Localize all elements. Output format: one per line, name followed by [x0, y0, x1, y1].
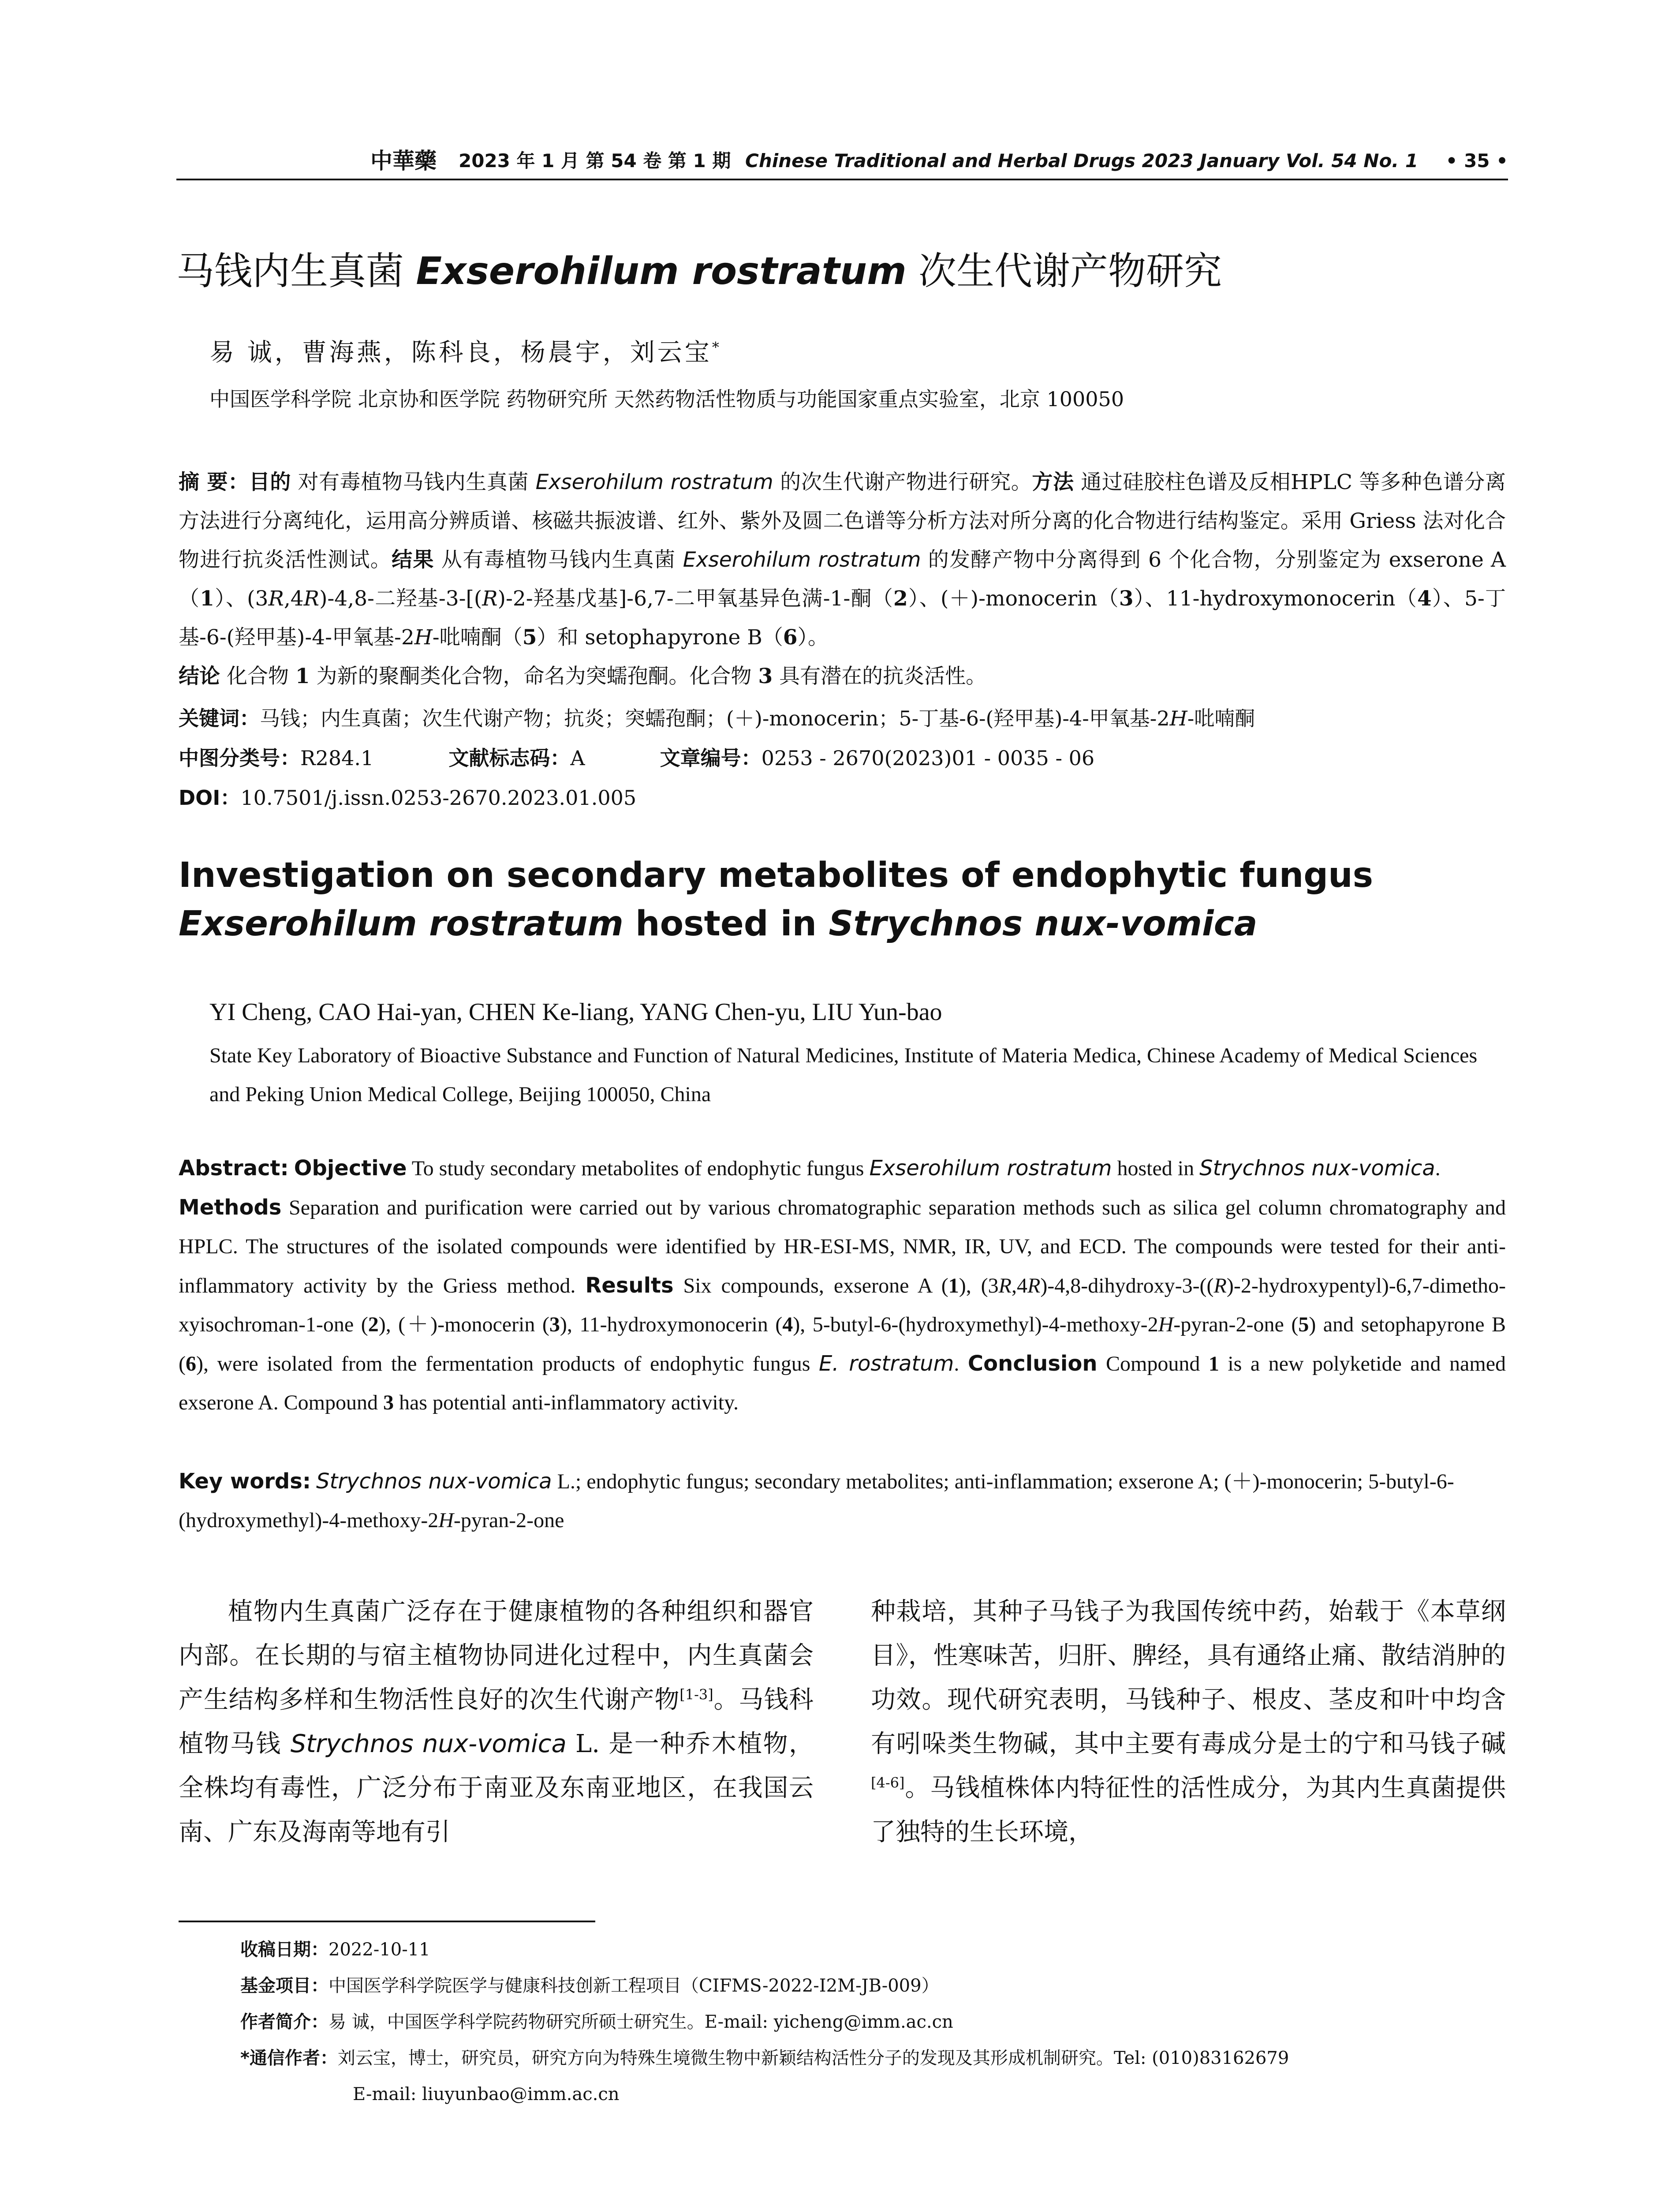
body-text: L. 是一种乔木植物，全株均有毒性，广泛分布于南亚及东南亚地区，在我国云南、广东及海南等地有引	[179, 1730, 814, 1846]
compound-number: 2	[893, 587, 908, 611]
objective-label: 目的	[249, 470, 291, 494]
footnote-label: *通信作者：	[240, 2048, 338, 2068]
abstract-text: 具有潜在的抗炎活性。	[773, 664, 987, 688]
en-authors: YI Cheng, CAO Hai-yan, CHEN Ke-liang, YANG Chen-yu, LIU Yun-bao	[209, 998, 942, 1026]
keywords-label: 关键词：	[179, 706, 260, 730]
abstract-text: 的发酵产物中分离得到 6 个化合物，分别鉴定为 exserone A（	[179, 548, 1506, 611]
en-affiliation: State Key Laboratory of Bioactive Substance and Function of Natural Medicines, Institute of Materia Medica, Chinese Academy of Medical Sciences and Peking Union Medical College, Beijing 100050, China	[209, 1044, 1478, 1106]
body-text: 。马钱植株体内特征性的活性成分，为其内生真菌提供了独特的生长环境，	[871, 1774, 1506, 1846]
compound-number: 6	[783, 625, 798, 650]
compound-number: 3	[758, 664, 773, 688]
abstract-text: ）。	[797, 625, 829, 650]
footnote-value: 刘云宝，博士，研究员，研究方向为特殊生境微生物中新颖结构活性分子的发现及其形成机制研究。Tel: (010)83162679	[337, 2048, 1289, 2068]
compound-number: 5	[522, 625, 537, 650]
compound-number: 3	[1119, 587, 1134, 611]
abstract-text: ,4	[284, 587, 304, 611]
abstract-text: )-2-羟基戊基]-6,7-二甲氧基异色满-1-酮（	[497, 587, 894, 611]
footnote-rule	[179, 1921, 595, 1922]
abstract-text: 的次生代谢产物进行研究。	[773, 470, 1032, 494]
cn-title-text: 次生代谢产物研究	[906, 249, 1222, 293]
host-name: Strychnos nux-vomica	[316, 1469, 552, 1494]
cn-abstract	[179, 463, 1506, 696]
en-title-text: hosted in	[623, 904, 829, 944]
objective-label: Objective	[294, 1156, 407, 1181]
abstract-text: )-4,8-dihydroxy-3-((	[1040, 1274, 1214, 1297]
stereo-label: H	[1169, 706, 1187, 730]
compound-number: 1	[295, 664, 310, 688]
stereo-label: R	[482, 587, 498, 611]
abstract-text: To study secondary metabolites of endophytic fungus	[407, 1157, 870, 1180]
body-text: 。马钱科植物马钱	[179, 1686, 814, 1758]
abstract-text: 对有毒植物马钱内生真菌	[291, 470, 536, 494]
compound-number: 2	[368, 1313, 379, 1336]
abstract-text: ), 11-hydroxymonocerin (	[560, 1313, 783, 1336]
page-number: • 35 •	[1445, 150, 1508, 172]
en-title-host: Strychnos nux-vomica	[829, 904, 1258, 944]
keywords-label: Key words:	[179, 1469, 311, 1494]
cn-title-text: 马钱内生真菌	[176, 249, 416, 293]
body-text: 植物内生真菌广泛存在于健康植物的各种组织和器官内部。在长期的与宿主植物协同进化过程中，内生真菌会产生结构多样和生物活性良好的次生代谢产物	[179, 1597, 814, 1714]
compound-number: 4	[782, 1313, 793, 1336]
abstract-text: ）和 setophapyrone B（	[537, 625, 783, 650]
abstract-text: ), (3	[959, 1274, 999, 1297]
abstract-label: Abstract:	[179, 1156, 289, 1181]
stereo-label: H	[438, 1509, 454, 1532]
host-name: Strychnos nux-vomica	[290, 1730, 567, 1758]
article-no-label: 文章编号：	[660, 746, 762, 770]
corresponding-email[interactable]: E-mail: liuyunbao@imm.ac.cn	[353, 2084, 620, 2104]
keywords-text: L.; endophytic fungus; secondary metabolites; anti-inflammation; exserone A; (＋)-monocerin; 5-butyl-6-(hydroxymethyl)-4-methoxy-2	[179, 1470, 1454, 1532]
species-name: E. rostratum	[818, 1351, 954, 1376]
corresponding-mark: *	[712, 339, 722, 356]
doccode-label: 文献标志码：	[448, 746, 571, 770]
footnotes	[240, 1932, 1506, 2112]
running-head	[176, 141, 1508, 181]
cn-title	[176, 245, 1508, 298]
en-title-species: Exserohilum rostratum	[179, 904, 623, 944]
footnote-label: 基金项目：	[240, 1976, 329, 1996]
abstract-text: ）、(3	[214, 587, 269, 611]
compound-number: 6	[185, 1352, 196, 1375]
cn-author-list: 易 诚，曹海燕，陈科良，杨晨宇，刘云宝	[209, 338, 712, 367]
abstract-text: ）、5-丁基-6-(羟甲基)-4-甲氧基-2	[179, 587, 1506, 650]
abstract-text: .	[1435, 1157, 1441, 1180]
article-no-value: 0253 - 2670(2023)01 - 0035 - 06	[761, 746, 1095, 770]
stereo-label: H	[1158, 1313, 1174, 1336]
abstract-text: .	[954, 1352, 959, 1375]
journal-name-en: Chinese Traditional and Herbal Drugs 2023 January Vol. 54 No. 1	[745, 150, 1419, 172]
cn-title-species: Exserohilum rostratum	[416, 249, 907, 293]
abstract-text: is a new polyketide and named exserone A. Compound	[179, 1352, 1506, 1414]
compound-number: 1	[948, 1274, 959, 1297]
abstract-text: 为新的聚酮类化合物，命名为突蠕孢酮。化合物	[310, 664, 758, 688]
cn-authors	[209, 335, 722, 370]
abstract-text: Separation and purification were carried out by various chromatographic separation methods such as silica gel column chromatography and HPLC. The structures of the isolated compounds were identified by HR-ESI-MS, NMR, IR, UV, and ECD. The compounds were tested for their anti-inflammatory activity by the Griess method.	[179, 1196, 1506, 1297]
compound-number: 5	[1298, 1313, 1309, 1336]
header-rule	[176, 179, 1508, 180]
compound-number: 3	[549, 1313, 560, 1336]
abstract-text: hosted in	[1112, 1157, 1200, 1180]
keywords-text: -吡喃酮	[1187, 706, 1255, 730]
abstract-label: 摘 要：	[179, 470, 249, 494]
received-date	[240, 1932, 1506, 1968]
class-label: 中图分类号：	[179, 746, 300, 770]
abstract-text: )-4,8-二羟基-3-[(	[319, 587, 482, 611]
footnote-value: 中国医学科学院医学与健康科技创新工程项目（CIFMS-2022-I2M-JB-009）	[329, 1976, 939, 1996]
keywords-text: -pyran-2-one	[453, 1509, 564, 1532]
abstract-text: ) and setophapyrone B (	[179, 1313, 1506, 1375]
abstract-text: 通过硅胶柱色谱及反相HPLC 等多种色谱分离方法进行分离纯化，运用高分辨质谱、核磁共振波谱、红外、紫外及圆二色谱等分析方法对所分离的化合物进行结构鉴定。采用 Griess 法对化合物进行抗炎活性测试。	[179, 470, 1506, 572]
methods-label: Methods	[179, 1195, 282, 1220]
abstract-text: ）、(＋)-monocerin（	[907, 587, 1119, 611]
body-text: 种栽培，其种子马钱子为我国传统中药，始载于《本草纲目》，性寒味苦，归肝、脾经，具有通络止痛、散结消肿的功效。现代研究表明，马钱种子、根皮、茎皮和叶中均含有吲哚类生物碱，其中主要有毒成分是士的宁和马钱子碱	[871, 1597, 1506, 1758]
abstract-text: 从有毒植物马钱内生真菌	[434, 548, 683, 572]
doi-label: DOI：	[179, 786, 241, 810]
cn-affiliation: 中国医学科学院 北京协和医学院 药物研究所 天然药物活性物质与功能国家重点实验室，北京 100050	[209, 387, 1124, 411]
stereo-label: R	[998, 1274, 1012, 1297]
keywords-text: 马钱；内生真菌；次生代谢产物；抗炎；突蠕孢酮；(＋)-monocerin；5-丁基-6-(羟甲基)-4-甲氧基-2	[260, 706, 1170, 730]
issue-info: 2023 年 1 月 第 54 卷 第 1 期	[459, 150, 731, 172]
abstract-text: ）、11-hydroxymonocerin（	[1133, 587, 1418, 611]
citation-link[interactable]: [4-6]	[871, 1774, 905, 1791]
stereo-label: R	[268, 587, 284, 611]
stereo-label: R	[1027, 1274, 1041, 1297]
en-title	[179, 851, 1506, 948]
host-name: Strychnos nux-vomica	[1199, 1156, 1435, 1181]
doi-value[interactable]: 10.7501/j.issn.0253-2670.2023.01.005	[240, 786, 637, 810]
footnote-label: 作者简介：	[240, 2012, 329, 2032]
footnote-value: 易 诚，中国医学科学院药物研究所硕士研究生。E-mail: yicheng@imm.ac.cn	[329, 2012, 953, 2032]
abstract-text: )-2-hydroxypentyl)-6,7-dimetho-xyisochroman-1-one (	[179, 1274, 1506, 1336]
abstract-text: Six compounds, exserone A (	[673, 1274, 948, 1297]
author-bio	[240, 2004, 1506, 2040]
corresponding-author	[240, 2040, 1506, 2076]
en-title-text: Investigation on secondary metabolites of endophytic fungus	[179, 856, 1374, 895]
class-value: R284.1	[300, 746, 374, 770]
abstract-text: ), 5-butyl-6-(hydroxymethyl)-4-methoxy-2	[793, 1313, 1158, 1336]
compound-number: 4	[1417, 587, 1432, 611]
methods-label: 方法	[1032, 470, 1074, 494]
conclusion-label: Conclusion	[967, 1351, 1098, 1376]
body-column-left	[179, 1590, 814, 1854]
stereo-label: R	[1213, 1274, 1227, 1297]
abstract-text: has potential anti-inflammatory activity.	[393, 1391, 739, 1414]
journal-name-cn: 中華藥	[370, 148, 437, 174]
stereo-label: R	[303, 587, 320, 611]
abstract-text: -pyran-2-one (	[1173, 1313, 1299, 1336]
compound-number: 1	[1208, 1352, 1219, 1375]
citation-link[interactable]: [1-3]	[679, 1686, 713, 1703]
classification-line	[179, 739, 1506, 777]
results-label: Results	[585, 1273, 674, 1298]
compound-number: 3	[383, 1391, 394, 1414]
en-abstract	[179, 1149, 1506, 1422]
body-column-right	[871, 1590, 1506, 1854]
abstract-text: Compound	[1097, 1352, 1209, 1375]
footnote-label: 收稿日期：	[240, 1940, 329, 1960]
footnote-value: 2022-10-11	[329, 1940, 430, 1960]
abstract-text: -吡喃酮（	[432, 625, 523, 650]
stereo-label: H	[414, 625, 433, 650]
abstract-text: 化合物	[220, 664, 295, 688]
conclusion-label: 结论	[179, 664, 220, 688]
doccode-value: A	[570, 746, 585, 770]
abstract-text: ,4	[1011, 1274, 1027, 1297]
cn-keywords	[179, 699, 1506, 738]
species-name: Exserohilum rostratum	[683, 548, 921, 572]
species-name: Exserohilum rostratum	[869, 1156, 1112, 1181]
species-name: Exserohilum rostratum	[535, 470, 773, 494]
abstract-text: ), (＋)-monocerin (	[378, 1313, 549, 1336]
abstract-text: ), were isolated from the fermentation products of endophytic fungus	[196, 1352, 819, 1375]
fund-info	[240, 1968, 1506, 2004]
en-keywords	[179, 1462, 1506, 1540]
doi-line	[179, 778, 636, 817]
results-label: 结果	[392, 548, 434, 572]
compound-number: 1	[200, 587, 214, 611]
